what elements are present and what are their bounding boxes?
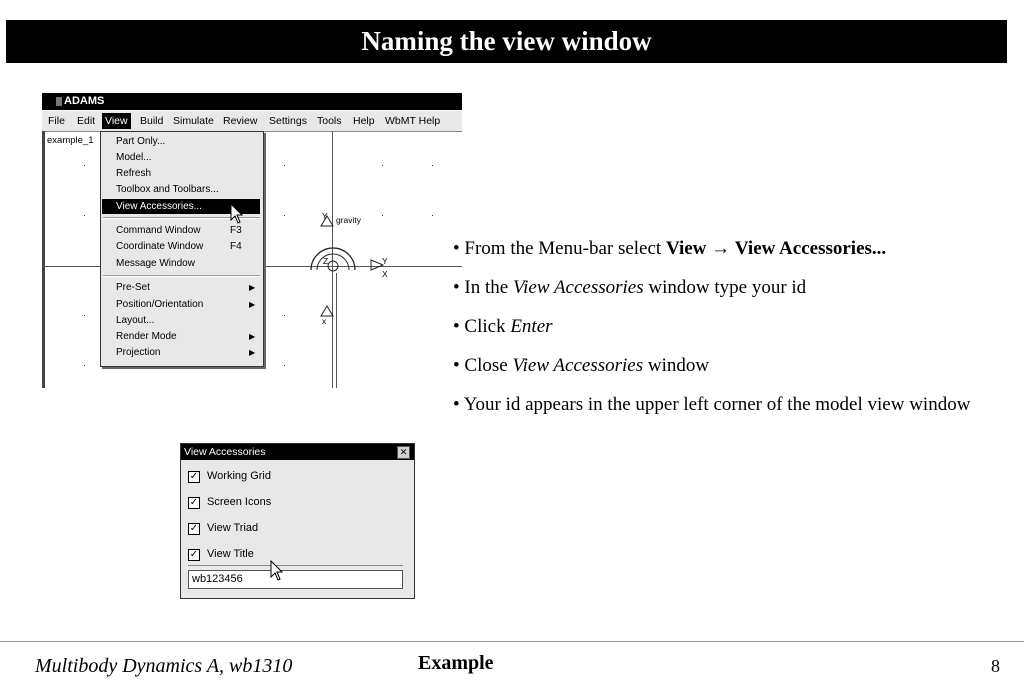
option-label: View Title xyxy=(207,548,254,560)
checkbox-screen-icons[interactable]: ✓ xyxy=(189,497,199,508)
grid-dot xyxy=(84,365,85,366)
triad-x-right-label: X xyxy=(382,269,388,279)
bullet-menu-select xyxy=(453,236,993,262)
grid-dot xyxy=(84,215,85,216)
adams-screenshot xyxy=(42,93,462,388)
bullet-text: • Click xyxy=(453,316,511,337)
menu-build[interactable]: Build xyxy=(140,115,164,127)
grid-dot xyxy=(84,165,85,166)
view-accessories-dialog xyxy=(180,443,415,599)
bullet-bold-view: View xyxy=(665,238,707,259)
grid-dot xyxy=(432,165,433,166)
checkbox-view-triad[interactable]: ✓ xyxy=(189,523,199,534)
grid-dot xyxy=(284,315,285,316)
option-label: Screen Icons xyxy=(207,496,272,508)
bullet-text: • From the Menu-bar select xyxy=(453,238,666,259)
triad-z-label: Z xyxy=(323,256,329,266)
option-label: Working Grid xyxy=(207,470,271,482)
view-title-input[interactable]: wb123456 xyxy=(188,570,403,589)
menu-item-render-mode[interactable]: Render Mode xyxy=(116,331,177,342)
menu-item-refresh[interactable]: Refresh xyxy=(116,168,152,179)
adams-menubar xyxy=(42,111,462,132)
submenu-arrow-icon: ▶ xyxy=(249,348,256,357)
menu-file[interactable]: File xyxy=(48,115,65,127)
gravity-label: gravity xyxy=(336,215,362,225)
dialog-separator xyxy=(188,565,403,566)
footer-course: Multibody Dynamics A, wb1310 xyxy=(35,655,293,677)
submenu-arrow-icon: ▶ xyxy=(249,283,256,292)
bullet-text: • In the xyxy=(453,277,513,298)
revolute-joint-arc-inner xyxy=(317,254,349,270)
close-icon[interactable]: ✕ xyxy=(397,446,410,459)
slide-title-bar xyxy=(6,20,1007,63)
triad-x-label: x xyxy=(322,316,327,326)
bullet-text: window type your id xyxy=(643,277,807,298)
bullet-type-id xyxy=(453,275,993,301)
menu-item-model[interactable]: Model... xyxy=(116,152,152,163)
grid-dot xyxy=(382,165,383,166)
menu-wbmt-help[interactable]: WbMT Help xyxy=(385,115,441,127)
bullet-italic: View Accessories xyxy=(512,355,644,376)
submenu-arrow-icon: ▶ xyxy=(249,332,256,341)
view-dropdown-menu xyxy=(100,131,264,367)
menu-item-projection[interactable]: Projection xyxy=(116,347,161,358)
slide-title: Naming the view window xyxy=(361,26,652,56)
grid-dot xyxy=(84,315,85,316)
menu-simulate[interactable]: Simulate xyxy=(173,115,214,127)
checkbox-working-grid[interactable]: ✓ xyxy=(189,471,199,482)
footer-section: Example xyxy=(418,652,494,674)
adams-app-title: ADAMS xyxy=(64,95,105,107)
adams-logo-icon xyxy=(56,97,62,106)
menu-item-position-orientation[interactable]: Position/Orientation xyxy=(116,299,204,310)
option-label: View Triad xyxy=(207,522,259,534)
triad-y-label: Y xyxy=(322,211,328,221)
page-number: 8 xyxy=(991,656,1000,676)
menu-view[interactable]: View xyxy=(102,113,131,129)
dialog-title-bar xyxy=(181,444,414,460)
pendulum-marker-icon xyxy=(321,306,333,316)
menu-settings[interactable]: Settings xyxy=(269,115,307,127)
menu-item-view-accessories[interactable]: View Accessories... xyxy=(102,199,260,214)
bullet-bold-accessories: View Accessories... xyxy=(734,238,887,259)
bullet-arrow: → xyxy=(706,238,735,259)
menu-item-toolbox[interactable]: Toolbox and Toolbars... xyxy=(116,184,219,195)
submenu-arrow-icon: ▶ xyxy=(249,300,256,309)
grid-dot xyxy=(284,165,285,166)
menu-edit[interactable]: Edit xyxy=(77,115,96,127)
triad-y-right-label: Y xyxy=(382,256,388,266)
shortcut-f3: F3 xyxy=(230,225,242,236)
joint-center-icon xyxy=(328,261,338,271)
joint-triad-graphic xyxy=(297,208,397,328)
shortcut-f4: F4 xyxy=(230,241,242,252)
adams-title-bar xyxy=(42,93,462,110)
menu-tools[interactable]: Tools xyxy=(317,115,342,127)
menu-help[interactable]: Help xyxy=(353,115,375,127)
menu-separator xyxy=(103,275,260,277)
menu-review[interactable]: Review xyxy=(223,115,258,127)
grid-dot xyxy=(284,215,285,216)
menu-item-coordinate-window[interactable]: Coordinate Window xyxy=(116,241,204,252)
menu-item-preset[interactable]: Pre-Set xyxy=(116,282,150,293)
window-left-edge xyxy=(42,131,45,388)
mouse-cursor-icon xyxy=(270,560,286,582)
bullet-click-enter xyxy=(453,314,993,340)
bullet-italic: Enter xyxy=(510,316,553,337)
bullet-close-window xyxy=(453,353,993,379)
checkbox-view-title[interactable]: ✓ xyxy=(189,549,199,560)
grid-dot xyxy=(432,215,433,216)
bullet-italic: View Accessories xyxy=(512,277,644,298)
bullet-text: window xyxy=(643,355,710,376)
dialog-title: View Accessories xyxy=(184,446,266,458)
mouse-cursor-icon xyxy=(230,203,246,225)
menu-item-command-window[interactable]: Command Window xyxy=(116,225,201,236)
grid-dot xyxy=(284,365,285,366)
instruction-list xyxy=(453,236,993,431)
model-name-label: example_1 xyxy=(47,135,94,146)
footer-divider xyxy=(0,641,1024,642)
bullet-id-appears: • Your id appears in the upper left corner of the model view window xyxy=(453,394,971,415)
bullet-text: • Close xyxy=(453,355,513,376)
menu-item-message-window[interactable]: Message Window xyxy=(116,258,195,269)
menu-item-layout[interactable]: Layout... xyxy=(116,315,155,326)
menu-item-part-only[interactable]: Part Only... xyxy=(116,136,166,147)
